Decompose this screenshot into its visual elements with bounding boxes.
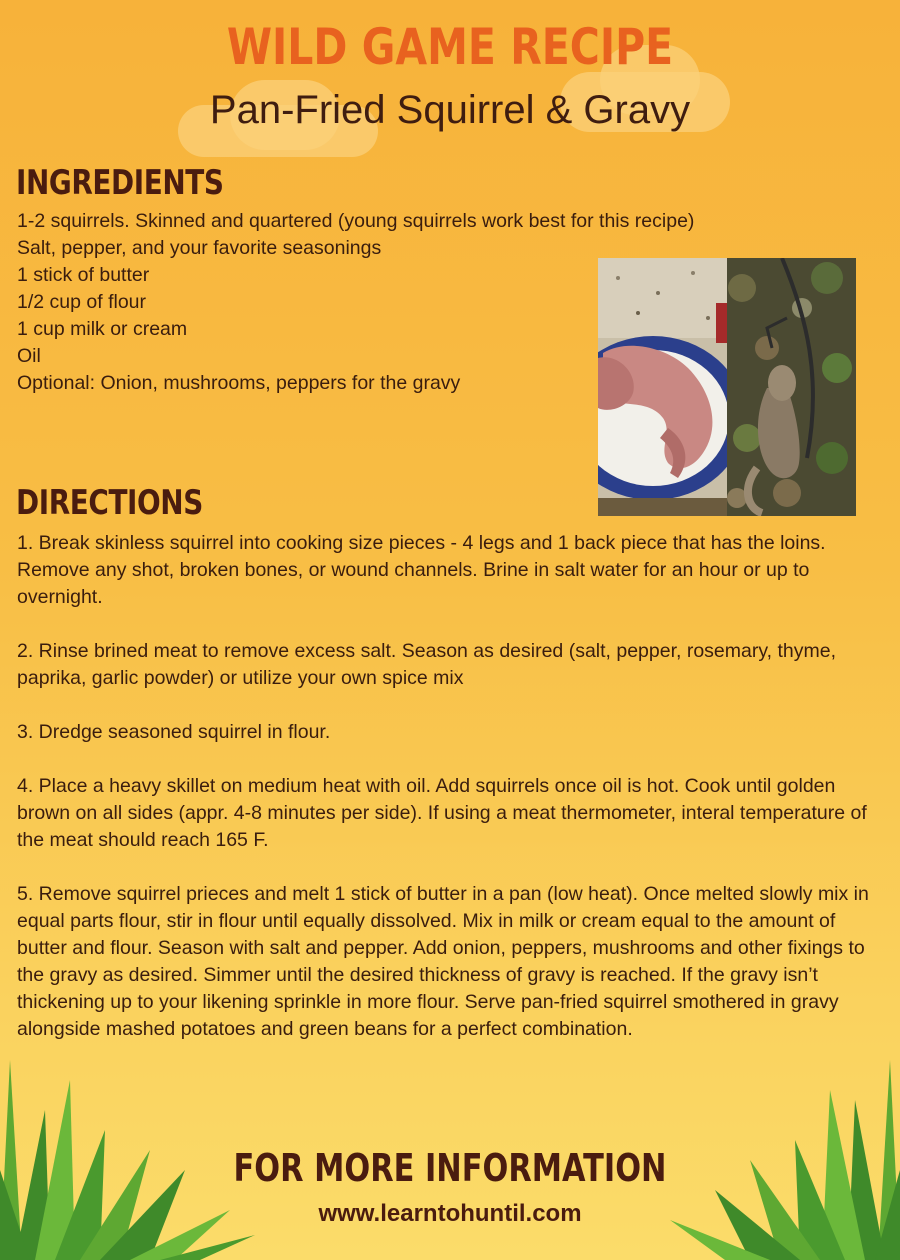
recipe-category-title: WILD GAME RECIPE [226,18,674,76]
footer-heading: FOR MORE INFORMATION [233,1146,667,1190]
direction-step: 3. Dredge seasoned squirrel in flour. [17,721,331,743]
direction-step: 5. Remove squirrel prieces and melt 1 stick of butter in a pan (low heat). Once melted slowly mix in equal parts flour, stir in flour until equally dissolved. Mix in milk or cream equal to the amount of butter and flour. Season with salt and pepper. Add onion, peppers, mushrooms and other fixings to the gravy as desired. Simmer until the desired thickness of gravy is reached. If the gravy isn’t thickening up to your likening sprinkle in more flour. Serve pan-fried squirrel smothered in gravy alongside mashed potatoes and green beans for a perfect combination. [17,883,869,1040]
harvested-squirrel-photo [727,258,856,516]
direction-step: 2. Rinse brined meat to remove excess salt. Season as desired (salt, pepper, rosemary, thyme, paprika, garlic powder) or utilize your own spice mix [17,640,837,689]
ingredient-item: 1 stick of butter [17,264,150,286]
ingredients-heading: INGREDIENTS [16,163,224,203]
ingredient-item: 1 cup milk or cream [17,318,188,340]
ingredient-item: Optional: Onion, mushrooms, peppers for the gravy [17,372,461,394]
raw-squirrel-photo [598,258,727,516]
direction-step: 4. Place a heavy skillet on medium heat with oil. Add squirrels once oil is hot. Cook until golden brown on all sides (appr. 4-8 minutes per side). If using a meat thermometer, interal temperature of the meat should reach 165 F. [17,775,867,851]
ingredient-item: Oil [17,345,41,367]
website-link[interactable]: www.learntohuntil.com [318,1200,582,1227]
ingredient-item: 1/2 cup of flour [17,291,146,313]
directions-heading: DIRECTIONS [16,483,203,523]
direction-step: 1. Break skinless squirrel into cooking size pieces - 4 legs and 1 back piece that has the loins. Remove any shot, broken bones, or wound channels. Brine in salt water for an hour or up to overnight. [17,532,826,608]
ingredient-item: 1-2 squirrels. Skinned and quartered (young squirrels work best for this recipe) [17,210,695,232]
recipe-title: Pan-Fried Squirrel & Gravy [209,88,691,132]
ingredient-item: Salt, pepper, and your favorite seasonings [17,237,382,259]
directions-list [17,530,885,1070]
